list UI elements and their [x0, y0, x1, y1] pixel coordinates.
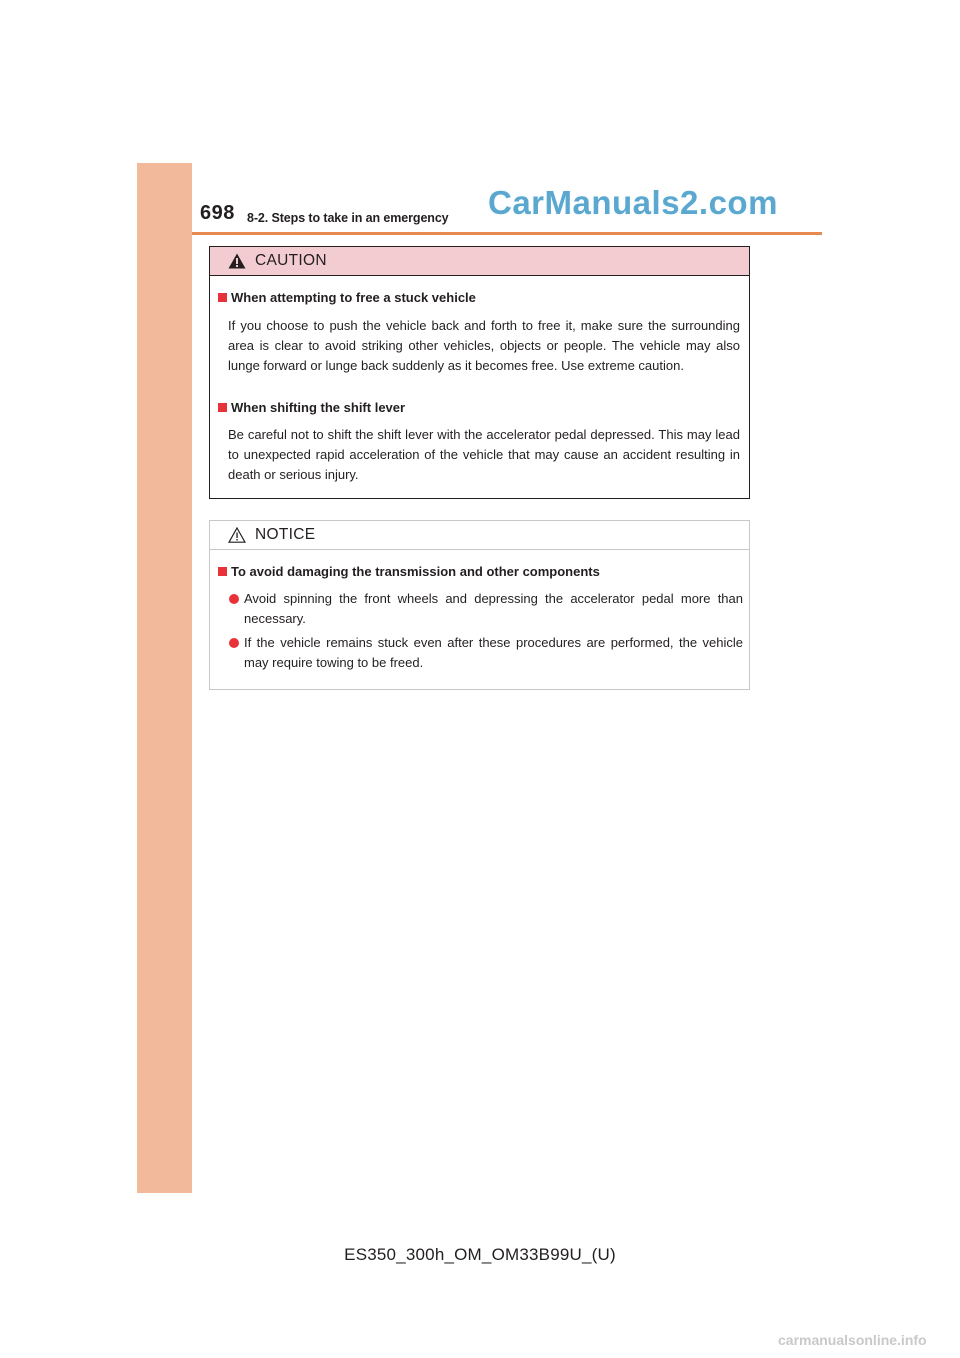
list-item: Avoid spinning the front wheels and depressing the accelerator pedal more than necessary.	[228, 589, 743, 629]
notice-title: NOTICE	[255, 526, 316, 543]
bullet-dot-icon	[229, 638, 239, 648]
caution-item-heading: When attempting to free a stuck vehicle	[218, 290, 476, 305]
square-bullet-icon	[218, 403, 227, 412]
caution-item-text: If you choose to push the vehicle back and forth to free it, make sure the surrounding area is clear to avoid striking other vehicles, objects or people. The vehicle may also lunge forward or lunge back suddenly as it becomes free. Use extreme caution.	[228, 318, 740, 373]
notice-box	[209, 520, 750, 690]
bullet-dot-icon	[229, 594, 239, 604]
caution-item-text: Be careful not to shift the shift lever with the accelerator pedal depressed. This may lead to unexpected rapid acceleration of the vehicle that may cause an accident resulting in death or serious injury.	[228, 427, 740, 482]
warning-outline-icon	[228, 527, 246, 543]
square-bullet-icon	[218, 293, 227, 302]
section-title: 8-2. Steps to take in an emergency	[247, 211, 449, 225]
notice-header	[210, 521, 749, 550]
watermark-top[interactable]: CarManuals2.com	[488, 184, 778, 221]
caution-item-heading: When shifting the shift lever	[218, 400, 405, 415]
caution-title: CAUTION	[255, 252, 327, 269]
warning-icon	[228, 253, 246, 269]
caution-box	[209, 246, 750, 499]
page-number: 698	[200, 202, 235, 224]
notice-heading: To avoid damaging the transmission and other components	[218, 564, 600, 579]
watermark-bottom[interactable]: carmanualsonline.info	[778, 1332, 927, 1348]
footer-doc-id: ES350_300h_OM_OM33B99U_(U)	[344, 1245, 616, 1264]
list-item: If the vehicle remains stuck even after these procedures are performed, the vehicle may require towing to be freed.	[228, 633, 743, 673]
square-bullet-icon	[218, 567, 227, 576]
caution-header	[210, 247, 749, 276]
header-rule	[192, 232, 822, 235]
side-band	[137, 163, 192, 1193]
